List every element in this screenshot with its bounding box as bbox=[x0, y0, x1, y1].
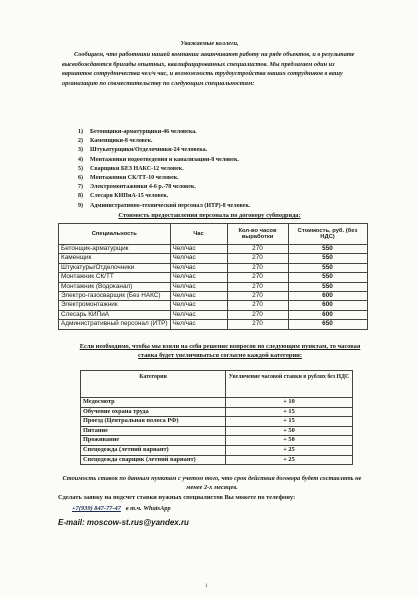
hours-cell: 270 bbox=[227, 320, 288, 329]
unit-cell: Чел/час bbox=[170, 292, 227, 301]
specialty-cell: Слесарь КИПиА bbox=[59, 310, 171, 319]
hours-cell: 270 bbox=[227, 292, 288, 301]
hours-cell: 270 bbox=[227, 301, 288, 310]
specialty-cell: Административный персонал (ИТР) bbox=[59, 320, 171, 329]
list-item-number: 3) bbox=[78, 147, 83, 154]
order-text: Сделать заявку на подсчет ставки нужных специалистов Вы можете по телефону: bbox=[58, 494, 296, 501]
table-row bbox=[81, 398, 353, 408]
cost-header-hours: Кол-во часов выработки bbox=[227, 224, 288, 245]
whatsapp-note: в т.ч. WhatsApp bbox=[125, 505, 171, 512]
cost-header-specialty: Специальность bbox=[59, 224, 171, 245]
list-item bbox=[78, 183, 250, 192]
increase-cell: + 15 bbox=[226, 407, 353, 417]
category-cell: Медосмотр bbox=[81, 398, 226, 408]
category-cell: Проезд (Центральная полоса РФ) bbox=[81, 417, 226, 427]
table-row bbox=[81, 445, 353, 455]
cost-table bbox=[58, 223, 368, 330]
cost-heading: Стоимость предоставления персонала по договору субподряда: bbox=[118, 212, 301, 219]
list-item-number: 1) bbox=[78, 129, 83, 135]
hours-cell: 270 bbox=[227, 310, 288, 319]
list-item bbox=[78, 202, 250, 211]
table-row bbox=[81, 455, 353, 465]
unit-cell: Чел/час bbox=[170, 320, 227, 329]
increase-cell: + 50 bbox=[226, 426, 353, 436]
category-cell: Проживание bbox=[81, 436, 226, 446]
list-item bbox=[78, 165, 250, 174]
table-row bbox=[81, 417, 353, 427]
table-row bbox=[59, 263, 368, 272]
price-cell: 600 bbox=[288, 310, 367, 319]
hours-cell: 270 bbox=[227, 254, 288, 263]
list-item-text: Каменщики-8 человек. bbox=[90, 138, 153, 145]
unit-cell: Чел/час bbox=[170, 245, 227, 254]
increase-cell: + 10 bbox=[226, 398, 353, 408]
unit-cell: Чел/час bbox=[170, 301, 227, 310]
phone-line bbox=[72, 505, 171, 512]
increase-cell: + 15 bbox=[226, 417, 353, 427]
list-item-number: 7) bbox=[78, 184, 83, 191]
specialty-cell: Каменщик bbox=[59, 254, 171, 263]
category-cell: Питание bbox=[81, 426, 226, 436]
specialty-cell: Электромонтажник bbox=[59, 301, 171, 310]
page-mark: 1 bbox=[205, 584, 208, 589]
conditions-header-increase: Увеличение часовой ставки в рублях без НДС bbox=[226, 371, 353, 398]
list-item-text: Сварщики БЕЗ НАКС-12 человек. bbox=[90, 165, 184, 172]
intro-paragraph: Сообщаем, что работники нашей компании заканчивают работу на ряде объектов, и в результате высвобождаются бригады опытных, квалифицированных специалистов. Мы предлагаем один из вариантов сотрудничества чел/ч час, и возможность трудоустройства наших сотрудников в вашу организацию по совместительству по следующим специальностям: bbox=[62, 51, 355, 87]
category-cell: Спецодежда сварщик (летний вариант) bbox=[81, 455, 226, 465]
table-row bbox=[81, 436, 353, 446]
table-row bbox=[59, 245, 368, 254]
hours-cell: 270 bbox=[227, 273, 288, 282]
list-item-text: Бетонщики-арматурщики-46 человека. bbox=[90, 129, 197, 135]
unit-cell: Чел/час bbox=[170, 263, 227, 272]
price-cell: 600 bbox=[288, 292, 367, 301]
table-row bbox=[59, 254, 368, 263]
table-row bbox=[59, 273, 368, 282]
unit-cell: Чел/час bbox=[170, 273, 227, 282]
list-item bbox=[78, 156, 250, 165]
hours-cell: 270 bbox=[227, 263, 288, 272]
specialty-cell: Электро-газосварщик (Без НАКС) bbox=[59, 292, 171, 301]
terms-note: Стоимость ставок по данным пунктам с учетом того, что срок действия договора будет составлять не менее 2-х месяцев. bbox=[62, 475, 362, 491]
hours-cell: 270 bbox=[227, 245, 288, 254]
greeting-title: Уважаемые коллеги, bbox=[180, 40, 239, 47]
conditions-header-category: Категории bbox=[81, 371, 226, 398]
price-cell: 550 bbox=[288, 282, 367, 291]
price-cell: 600 bbox=[288, 301, 367, 310]
unit-cell: Чел/час bbox=[170, 282, 227, 291]
table-row bbox=[81, 407, 353, 417]
specialty-cell: Монтажник (Водоканал) bbox=[59, 282, 171, 291]
table-row bbox=[59, 292, 368, 301]
list-item-number: 8) bbox=[78, 193, 83, 200]
table-row bbox=[59, 310, 368, 319]
list-item-text: Монтажники водоотведения и канализации-8 человек. bbox=[90, 156, 239, 163]
category-cell: Спецодежда (летний вариант) bbox=[81, 445, 226, 455]
conditions-table bbox=[80, 370, 353, 465]
hours-cell: 270 bbox=[227, 282, 288, 291]
conditions-heading: Если необходимо, чтобы мы взяли на себя решение вопросов по следующим пунктам, то часовая ставка будет увеличиваться согласно каждой категории: bbox=[79, 343, 361, 359]
table-row bbox=[59, 320, 368, 329]
list-item bbox=[78, 174, 250, 183]
specialty-cell: Штукатуры/Отделочники bbox=[59, 263, 171, 272]
increase-cell: + 25 bbox=[226, 445, 353, 455]
price-cell: 550 bbox=[288, 273, 367, 282]
table-row bbox=[81, 426, 353, 436]
cost-header-hour: Час bbox=[170, 224, 227, 245]
specialty-cell: Бетонщик-арматурщик bbox=[59, 245, 171, 254]
email-link[interactable]: E-mail: moscow-st.rus@yandex.ru bbox=[58, 518, 189, 527]
unit-cell: Чел/час bbox=[170, 310, 227, 319]
cost-header-price: Стоимость, руб. (без НДС) bbox=[288, 224, 367, 245]
list-item-text: Монтажники СК/ТТ-10 человек. bbox=[90, 174, 179, 181]
list-item-number: 5) bbox=[78, 165, 83, 172]
list-item-text: Штукатурщики/Отделочники-24 человека. bbox=[90, 147, 208, 154]
list-item-number: 6) bbox=[78, 174, 83, 181]
list-item-text: Электромонтажники 4-6 р.-78 человек. bbox=[90, 184, 196, 191]
table-row bbox=[59, 301, 368, 310]
table-row bbox=[59, 282, 368, 291]
list-item-number: 9) bbox=[78, 202, 83, 209]
cost-table-header-row bbox=[59, 224, 368, 245]
price-cell: 550 bbox=[288, 263, 367, 272]
price-cell: 550 bbox=[288, 245, 367, 254]
list-item-number: 2) bbox=[78, 138, 83, 145]
list-item bbox=[78, 128, 250, 137]
price-cell: 650 bbox=[288, 320, 367, 329]
unit-cell: Чел/час bbox=[170, 254, 227, 263]
increase-cell: + 50 bbox=[226, 436, 353, 446]
list-item bbox=[78, 192, 250, 201]
specialty-cell: Монтажник СК/ТТ bbox=[59, 273, 171, 282]
list-item-number: 4) bbox=[78, 156, 83, 163]
conditions-header-row bbox=[81, 371, 353, 398]
price-cell: 550 bbox=[288, 254, 367, 263]
list-item-text: Слесаря КИПиА-15 человек. bbox=[90, 193, 169, 200]
increase-cell: + 25 bbox=[226, 455, 353, 465]
list-item bbox=[78, 137, 250, 146]
phone-link[interactable]: +7(939) 847-77-47 bbox=[72, 505, 121, 512]
list-item bbox=[78, 146, 250, 155]
specialist-list bbox=[78, 128, 250, 211]
category-cell: Обучение охрана труда bbox=[81, 407, 226, 417]
list-item-text: Административно-технический персонал (ИТР)-8 человек. bbox=[90, 202, 251, 209]
